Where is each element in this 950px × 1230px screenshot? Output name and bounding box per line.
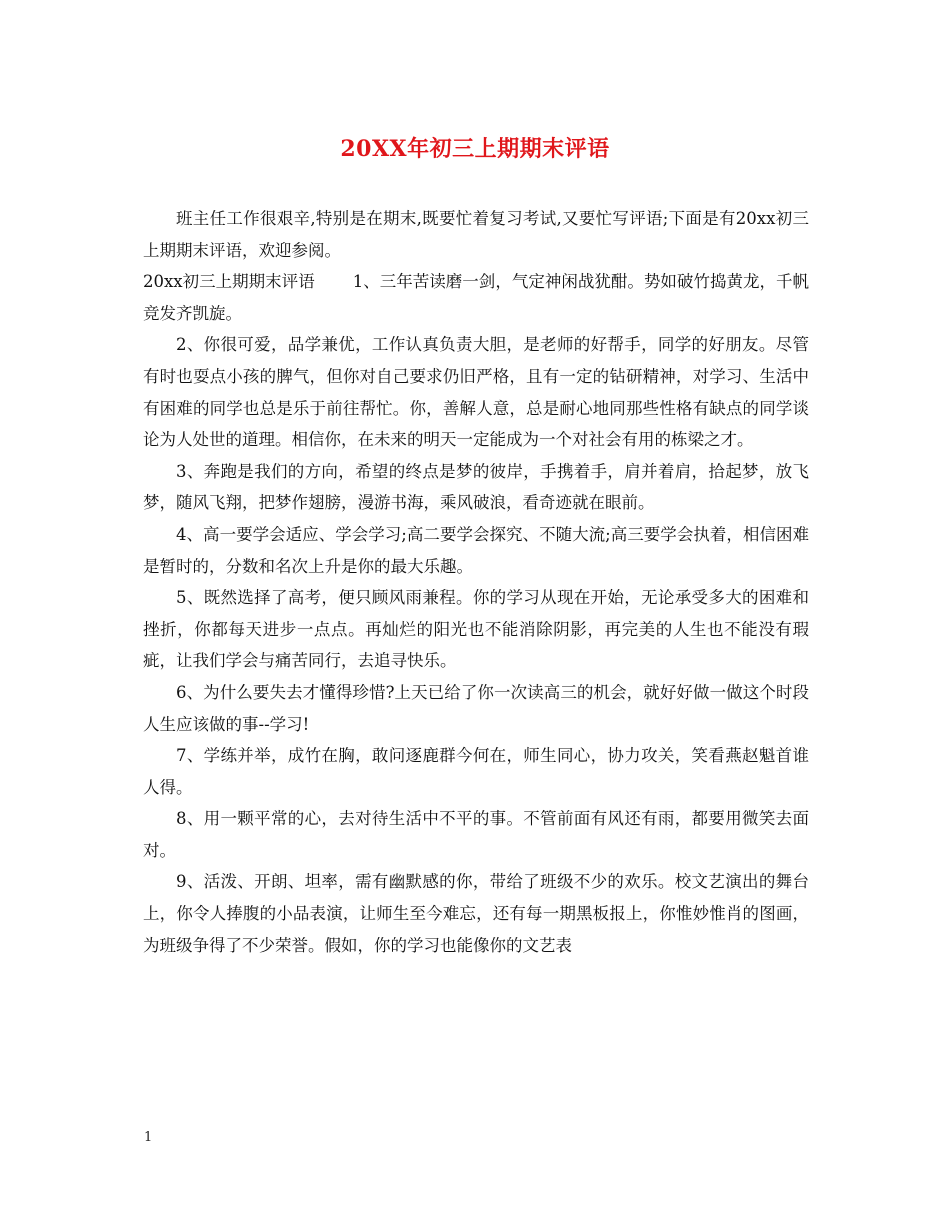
- first-line-label: 20xx初三上期期末评语: [143, 272, 315, 292]
- page-number: 1: [144, 1130, 153, 1145]
- comment-paragraph-5: 5、既然选择了高考，便只顾风雨兼程。你的学习从现在开始，无论承受多大的困难和挫折，你都每天进步一点点。再灿烂的阳光也不能消除阴影，再完美的人生也不能没有瑕疵，让我们学会与痛苦同行，去追寻快乐。: [143, 588, 809, 671]
- comment-paragraph-2: 2、你很可爱，品学兼优，工作认真负责大胆，是老师的好帮手，同学的好朋友。尽管有时也耍点小孩的脾气，但你对自己要求仍旧严格，且有一定的钻研精神，对学习、生活中有困难的同学也总是乐于前往帮忙。你，善解人意，总是耐心地同那些性格有缺点的同学谈论为人处世的道理。相信你，在未来的明天一定能成为一个对社会有用的栋梁之才。: [143, 335, 809, 450]
- comment-paragraph-4: 4、高一要学会适应、学会学习;高二要学会探究、不随大流;高三要学会执着，相信困难是暂时的，分数和名次上升是你的最大乐趣。: [143, 524, 809, 576]
- document-title: 20XX年初三上期期末评语: [340, 136, 610, 162]
- comment-paragraph-8: 8、用一颗平常的心，去对待生活中不平的事。不管前面有风还有雨，都要用微笑去面对。: [143, 809, 809, 860]
- comment-paragraph-3: 3、奔跑是我们的方向，希望的终点是梦的彼岸，手携着手，肩并着肩，拾起梦，放飞梦，随风飞翔，把梦作翅膀，漫游书海，乘风破浪，看奇迹就在眼前。: [143, 461, 809, 513]
- comment-paragraph-9: 9、活泼、开朗、坦率，需有幽默感的你，带给了班级不少的欢乐。校文艺演出的舞台上，你令人捧腹的小品表演，让师生至今难忘，还有每一期黑板报上，你惟妙惟肖的图画，为班级争得了不少荣誉。假如，你的学习也能像你的文艺表: [143, 872, 809, 955]
- document-body: [143, 203, 809, 961]
- intro-paragraph: 班主任工作很艰辛,特别是在期末,既要忙着复习考试,又要忙写评语;下面是有20xx初三上期期末评语，欢迎参阅。: [143, 209, 809, 260]
- first-comment-text: 1、三年苦读磨一剑，气定神闲战犹酣。势如破竹捣黄龙，千帆竞发齐凯旋。: [143, 272, 810, 323]
- first-comment-paragraph: [143, 266, 809, 329]
- comment-paragraph-6: 6、为什么要失去才懂得珍惜?上天已给了你一次读高三的机会，就好好做一做这个时段人生应该做的事--学习!: [143, 682, 809, 734]
- comment-paragraph-7: 7、学练并举，成竹在胸，敢问逐鹿群今何在，师生同心，协力攻关，笑看燕赵魁首谁人得。: [143, 746, 809, 797]
